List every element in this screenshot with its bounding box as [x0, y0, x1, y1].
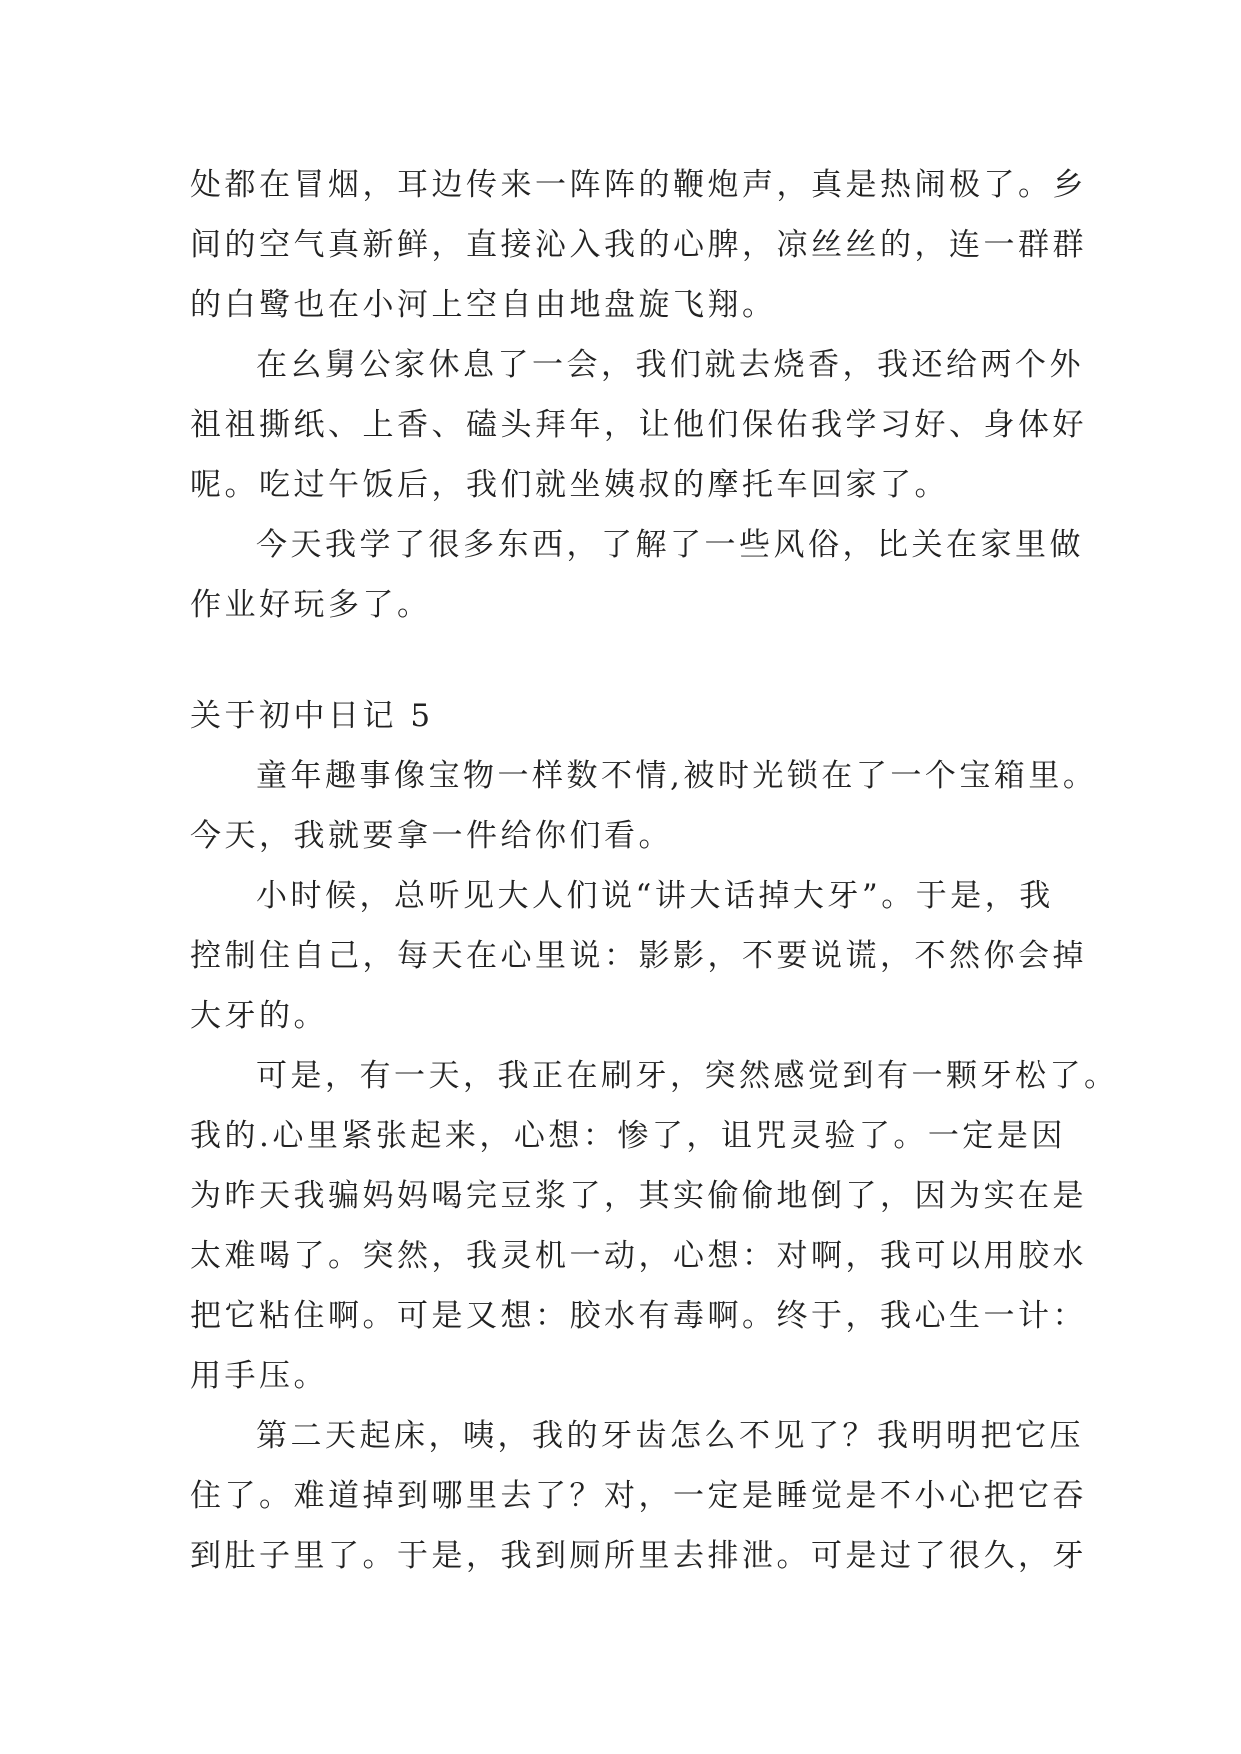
text-line: 间的空气真新鲜，直接沁入我的心脾，凉丝丝的，连一群群 — [190, 227, 1087, 263]
text-line: 为昨天我骗妈妈喝完豆浆了，其实偷偷地倒了，因为实在是 — [190, 1178, 1087, 1214]
text-line: 我的.心里紧张起来，心想：惨了，诅咒灵验了。一定是因 — [190, 1118, 1066, 1154]
text-line: 控制住自己，每天在心里说：影影，不要说谎，不然你会掉 — [190, 938, 1087, 974]
diary-section — [190, 686, 1119, 1586]
text-line: 作业好玩多了。 — [190, 587, 432, 623]
paragraph — [190, 866, 1087, 1046]
text-line: 可是，有一天，我正在刷牙，突然感觉到有一颗牙松了。 — [256, 1058, 1119, 1094]
section-title: 关于初中日记 5 — [190, 698, 434, 734]
text-line: 小时候，总听见大人们说“讲大话掉大牙”。于是，我 — [256, 878, 1054, 914]
text-line: 祖祖撕纸、上香、磕头拜年，让他们保佑我学习好、身体好 — [190, 407, 1087, 443]
paragraph — [190, 746, 1098, 866]
paragraph — [190, 155, 1087, 335]
text-line: 今天，我就要拿一件给你们看。 — [190, 818, 673, 854]
story-continuation — [190, 155, 1087, 635]
paragraph — [190, 1046, 1119, 1406]
text-line: 住了。难道掉到哪里去了？对，一定是睡觉是不小心把它吞 — [190, 1478, 1087, 1514]
text-line: 把它粘住啊。可是又想：胶水有毒啊。终于，我心生一计： — [190, 1298, 1087, 1334]
text-line: 用手压。 — [190, 1358, 328, 1394]
text-line: 的白鹭也在小河上空自由地盘旋飞翔。 — [190, 287, 777, 323]
paragraph — [190, 515, 1084, 635]
text-line: 呢。吃过午饭后，我们就坐姨叔的摩托车回家了。 — [190, 467, 949, 503]
text-line: 大牙的。 — [190, 998, 328, 1034]
text-line: 童年趣事像宝物一样数不情,被时光锁在了一个宝箱里。 — [256, 758, 1098, 794]
text-line: 处都在冒烟，耳边传来一阵阵的鞭炮声，真是热闹极了。乡 — [190, 167, 1087, 203]
text-line: 第二天起床，咦，我的牙齿怎么不见了？我明明把它压 — [256, 1418, 1084, 1454]
text-line: 在幺舅公家休息了一会，我们就去烧香，我还给两个外 — [256, 347, 1084, 383]
text-line: 今天我学了很多东西，了解了一些风俗，比关在家里做 — [256, 527, 1084, 563]
text-line: 到肚子里了。于是，我到厕所里去排泄。可是过了很久，牙 — [190, 1538, 1087, 1574]
paragraph — [190, 335, 1087, 515]
text-line: 太难喝了。突然，我灵机一动，心想：对啊，我可以用胶水 — [190, 1238, 1087, 1274]
paragraph — [190, 1406, 1087, 1586]
